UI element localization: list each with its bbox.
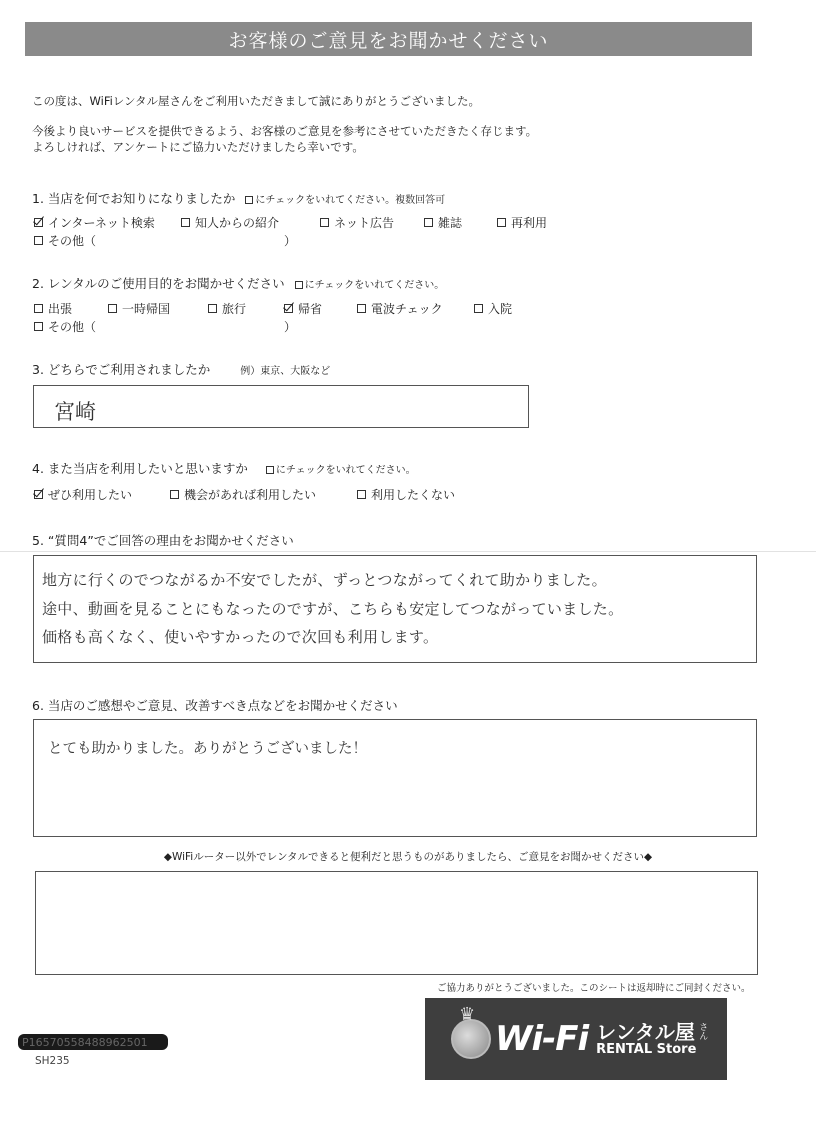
checkbox-icon[interactable] [170, 490, 179, 499]
q2-option-label: 入院 [488, 302, 513, 316]
q6-title: 6. 当店のご感想やご意見、改善すべき点などをお聞かせください [32, 698, 398, 713]
checkbox-sample-icon [295, 281, 303, 289]
q2-other-close: ） [284, 320, 297, 334]
footer-thanks: ご協力ありがとうございました。このシートは返却時にご同封ください。 [437, 983, 751, 994]
checkbox-icon[interactable] [181, 218, 190, 227]
q2-option-other[interactable] [34, 318, 96, 335]
q2-option-business[interactable] [34, 300, 72, 317]
q3-example: 例）東京、大阪など [240, 365, 331, 377]
logo-san-text: さん [697, 1021, 708, 1040]
checkbox-sample-icon [245, 196, 253, 204]
q4-option-definitely[interactable] [34, 486, 132, 503]
q1-option-label: インターネット検索 [48, 216, 155, 230]
checkbox-icon[interactable] [357, 490, 366, 499]
q4-option-no[interactable] [357, 486, 455, 503]
page-title [25, 22, 752, 56]
q1-option-net-ad[interactable] [320, 214, 394, 231]
q6-answer-box[interactable] [33, 719, 757, 837]
q1-other-label: その他（ [48, 234, 97, 248]
paper-fold-line [0, 551, 816, 552]
checkbox-icon[interactable] [424, 218, 433, 227]
q2-option-homecoming[interactable] [284, 300, 322, 317]
q1-other-close: ） [284, 234, 297, 248]
q1-option-reuse[interactable] [497, 214, 547, 231]
q4-option-maybe[interactable] [170, 486, 316, 503]
checkbox-checked-icon[interactable] [34, 490, 43, 499]
q4-option-label: 機会があれば利用したい [184, 488, 317, 502]
q5-answer-line-1: 地方に行くのでつながるか不安でしたが、ずっとつながってくれて助かりました。 [42, 571, 607, 589]
checkbox-icon[interactable] [108, 304, 117, 313]
q1-option-label: 再利用 [511, 216, 548, 230]
checkbox-icon[interactable] [320, 218, 329, 227]
q5-answer-line-3: 価格も高くなく、使いやすかったので次回も利用します。 [42, 628, 439, 646]
checkbox-sample-icon [266, 466, 274, 474]
logo-jp-row [596, 1019, 708, 1044]
logo-jp-text: レンタル屋 [596, 1019, 695, 1044]
q4-title [32, 459, 416, 477]
q6-answer-text: とても助かりました。ありがとうございました！ [48, 741, 367, 757]
checkbox-icon[interactable] [357, 304, 366, 313]
q1-option-label: ネット広告 [334, 216, 395, 230]
intro-line-1: この度は、WiFiレンタル屋さんをご利用いただきまして誠にありがとうございました。 [32, 94, 481, 108]
q1-option-internet[interactable] [34, 214, 155, 231]
crown-mascot-icon [451, 1019, 491, 1059]
q1-option-label: 知人からの紹介 [195, 216, 280, 230]
q5-answer-box[interactable] [33, 555, 757, 663]
q2-option-label: 出張 [48, 302, 73, 316]
q5-title: 5. “質問4”でご回答の理由をお聞かせください [32, 533, 294, 548]
serial-number: P16570558488962501 [22, 1035, 148, 1049]
q2-other-label: その他（ [48, 320, 97, 334]
checkbox-icon[interactable] [34, 236, 43, 245]
q2-option-label: 帰省 [298, 302, 323, 316]
q3-title [32, 360, 330, 378]
logo-wifi-text: Wi-Fi [495, 1019, 589, 1059]
q4-option-label: ぜひ利用したい [48, 488, 133, 502]
q2-option-temp-return[interactable] [108, 300, 170, 317]
q2-option-label: 電波チェック [371, 302, 443, 316]
q2-option-label: 旅行 [222, 302, 247, 316]
q1-option-label: 雑誌 [438, 216, 463, 230]
logo-en-text: RENTAL Store [596, 1041, 697, 1057]
q2-title [32, 274, 444, 292]
form-code: SH235 [35, 1055, 70, 1067]
checkbox-checked-icon[interactable] [34, 218, 43, 227]
q1-title [32, 189, 445, 207]
q1-title-text: 1. 当店を何でお知りになりましたか [32, 191, 236, 206]
q1-option-magazine[interactable] [424, 214, 462, 231]
q7-title: ◆WiFiルーター以外でレンタルできると便利だと思うものがありましたら、ご意見をお聞かせください◆ [163, 851, 653, 863]
q4-note-text: にチェックをいれてください。 [275, 464, 416, 476]
serial-number-redacted [18, 1034, 168, 1050]
q1-option-referral[interactable] [181, 214, 279, 231]
q3-answer-text: 宮崎 [54, 400, 96, 424]
q2-note-text: にチェックをいれてください。 [304, 279, 445, 291]
q2-option-travel[interactable] [208, 300, 246, 317]
q4-option-label: 利用したくない [371, 488, 456, 502]
checkbox-icon[interactable] [34, 304, 43, 313]
q2-note [295, 276, 445, 291]
q2-option-hospital[interactable] [474, 300, 512, 317]
page-title-text: お客様のご意見をお聞かせください [228, 29, 549, 52]
checkbox-checked-icon[interactable] [284, 304, 293, 313]
q2-option-label: 一時帰国 [122, 302, 171, 316]
wifi-rental-logo [425, 998, 727, 1080]
checkbox-icon[interactable] [208, 304, 217, 313]
q2-title-text: 2. レンタルのご使用目的をお聞かせください [32, 276, 285, 291]
logo-text-block [596, 1019, 708, 1057]
q7-answer-box[interactable] [35, 871, 758, 975]
q5-answer-line-2: 途中、動画を見ることにもなったのですが、こちらも安定してつながっていました。 [42, 600, 624, 618]
intro-line-2: 今後より良いサービスを提供できるよう、お客様のご意見を参考にさせていただきたく存じます。 [32, 124, 538, 138]
checkbox-icon[interactable] [474, 304, 483, 313]
q1-note [245, 191, 445, 206]
q3-title-text: 3. どちらでご利用されましたか [32, 362, 211, 377]
q1-note-text: にチェックをいれてください。複数回答可 [255, 194, 446, 206]
checkbox-icon[interactable] [34, 322, 43, 331]
q4-note [266, 461, 416, 476]
q2-option-signal-check[interactable] [357, 300, 443, 317]
checkbox-icon[interactable] [497, 218, 506, 227]
q3-answer-box[interactable] [33, 385, 529, 428]
q4-title-text: 4. また当店を利用したいと思いますか [32, 461, 248, 476]
intro-line-3: よろしければ、アンケートにご協力いただけましたら幸いです。 [32, 140, 364, 154]
q1-option-other[interactable] [34, 232, 96, 249]
